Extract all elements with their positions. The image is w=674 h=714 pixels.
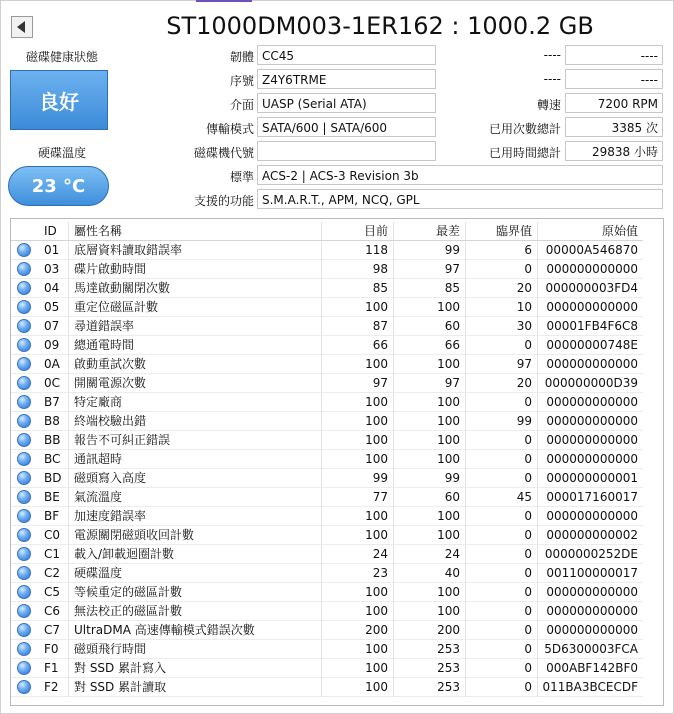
attribute-worst: 100 [394, 412, 466, 431]
features-label: 支援的功能 [193, 194, 254, 208]
status-cell [11, 355, 35, 374]
table-row[interactable] [11, 469, 663, 488]
attribute-current: 100 [322, 659, 394, 678]
status-cell [11, 488, 35, 507]
power-on-hours-label: 已用時間總計 [488, 146, 561, 160]
attribute-raw-value: 000000000000 [538, 450, 643, 469]
table-row[interactable] [11, 545, 663, 564]
attribute-current: 100 [322, 298, 394, 317]
attribute-threshold: 0 [466, 431, 538, 450]
table-row[interactable] [11, 355, 663, 374]
attribute-raw-value: 00000A546870 [538, 241, 643, 260]
status-good-icon [17, 604, 31, 618]
attribute-raw-value: 0000000252DE [538, 545, 643, 564]
unused-label-1: ---- [543, 48, 561, 62]
status-cell [11, 450, 35, 469]
attribute-current: 87 [322, 317, 394, 336]
status-cell [11, 621, 35, 640]
attribute-name: 等候重定的磁區計數 [69, 583, 322, 602]
attribute-id: B8 [35, 412, 69, 431]
attribute-raw-value: 000000000001 [538, 469, 643, 488]
drive-letter-label: 磁碟機代號 [193, 146, 254, 160]
attribute-current: 100 [322, 355, 394, 374]
status-good-icon [17, 262, 31, 276]
attribute-raw-value: 001100000017 [538, 564, 643, 583]
attribute-raw-value: 000000000000 [538, 431, 643, 450]
attribute-name: 對 SSD 累計寫入 [69, 659, 322, 678]
attribute-threshold: 99 [466, 412, 538, 431]
attribute-current: 77 [322, 488, 394, 507]
header-raw-value[interactable]: 原始值 [538, 222, 643, 241]
disk-title: ST1000DM003-1ER162 : 1000.2 GB [166, 12, 594, 40]
attribute-threshold: 0 [466, 450, 538, 469]
table-row[interactable] [11, 526, 663, 545]
attribute-id: F0 [35, 640, 69, 659]
attribute-current: 23 [322, 564, 394, 583]
status-cell [11, 412, 35, 431]
header-status [11, 222, 35, 241]
status-cell [11, 298, 35, 317]
attribute-current: 100 [322, 678, 394, 697]
attribute-worst: 100 [394, 298, 466, 317]
header-attribute-name[interactable]: 屬性名稱 [69, 222, 322, 241]
status-good-icon [17, 395, 31, 409]
attribute-id: 04 [35, 279, 69, 298]
status-good-icon [17, 433, 31, 447]
attribute-threshold: 0 [466, 260, 538, 279]
attribute-worst: 253 [394, 659, 466, 678]
attribute-name: 載入/卸載迴圈計數 [69, 545, 322, 564]
attribute-current: 200 [322, 621, 394, 640]
table-row[interactable] [11, 279, 663, 298]
attribute-current: 100 [322, 431, 394, 450]
attribute-threshold: 10 [466, 298, 538, 317]
active-tab-accent [196, 0, 252, 2]
status-good-icon [17, 623, 31, 637]
attribute-id: C0 [35, 526, 69, 545]
attribute-current: 100 [322, 526, 394, 545]
drive-letter-value [257, 141, 436, 161]
attribute-threshold: 20 [466, 279, 538, 298]
status-good-icon [17, 319, 31, 333]
attribute-current: 99 [322, 469, 394, 488]
rotation-rate-label: 轉速 [536, 98, 561, 112]
status-good-icon [17, 547, 31, 561]
attribute-current: 85 [322, 279, 394, 298]
status-good-icon [17, 243, 31, 257]
status-cell [11, 526, 35, 545]
attribute-current: 118 [322, 241, 394, 260]
attribute-name: 重定位磁區計數 [69, 298, 322, 317]
attribute-raw-value: 000ABF142BF0 [538, 659, 643, 678]
transfer-mode-value: SATA/600 | SATA/600 [257, 117, 436, 137]
attribute-id: C6 [35, 602, 69, 621]
attribute-raw-value: 00001FB4F6C8 [538, 317, 643, 336]
status-good-icon [17, 585, 31, 599]
attribute-threshold: 45 [466, 488, 538, 507]
serial-label: 序號 [229, 74, 254, 88]
attribute-worst: 100 [394, 602, 466, 621]
power-on-count-value: 3385 次 [565, 117, 663, 137]
table-row[interactable] [11, 393, 663, 412]
status-cell [11, 260, 35, 279]
attribute-threshold: 0 [466, 507, 538, 526]
attribute-raw-value: 000017160017 [538, 488, 643, 507]
header-current[interactable]: 目前 [322, 222, 394, 241]
attribute-id: B7 [35, 393, 69, 412]
attribute-id: 05 [35, 298, 69, 317]
attribute-name: UltraDMA 高速傳輸模式錯誤次數 [69, 621, 322, 640]
attribute-id: F1 [35, 659, 69, 678]
attribute-name: 開關電源次數 [69, 374, 322, 393]
status-cell [11, 583, 35, 602]
table-row[interactable] [11, 260, 663, 279]
arrow-left-icon [17, 21, 25, 33]
attribute-current: 100 [322, 412, 394, 431]
attribute-raw-value: 000000000000 [538, 583, 643, 602]
attribute-worst: 100 [394, 393, 466, 412]
status-good-icon [17, 490, 31, 504]
attribute-worst: 200 [394, 621, 466, 640]
attribute-current: 98 [322, 260, 394, 279]
attribute-id: C7 [35, 621, 69, 640]
attribute-threshold: 0 [466, 583, 538, 602]
table-row[interactable] [11, 488, 663, 507]
attribute-threshold: 0 [466, 393, 538, 412]
attribute-raw-value: 000000000000 [538, 507, 643, 526]
attribute-id: C5 [35, 583, 69, 602]
attribute-raw-value: 000000000D39 [538, 374, 643, 393]
health-status-button[interactable]: 良好 [10, 70, 108, 130]
attribute-worst: 40 [394, 564, 466, 583]
attribute-name: 特定廠商 [69, 393, 322, 412]
attribute-threshold: 20 [466, 374, 538, 393]
table-row[interactable] [11, 602, 663, 621]
table-header [11, 222, 663, 241]
attribute-worst: 24 [394, 545, 466, 564]
status-cell [11, 241, 35, 260]
table-row[interactable] [11, 374, 663, 393]
attribute-id: C2 [35, 564, 69, 583]
status-cell [11, 678, 35, 697]
attribute-name: 氣流溫度 [69, 488, 322, 507]
status-good-icon [17, 680, 31, 694]
header-worst[interactable]: 最差 [394, 222, 466, 241]
previous-disk-button[interactable] [11, 16, 33, 38]
attribute-current: 66 [322, 336, 394, 355]
attribute-id: C1 [35, 545, 69, 564]
attribute-worst: 99 [394, 241, 466, 260]
table-row[interactable] [11, 640, 663, 659]
table-row[interactable] [11, 507, 663, 526]
attribute-threshold: 0 [466, 545, 538, 564]
attribute-threshold: 6 [466, 241, 538, 260]
attribute-name: 磁頭飛行時間 [69, 640, 322, 659]
attribute-threshold: 0 [466, 678, 538, 697]
attribute-worst: 253 [394, 640, 466, 659]
attribute-name: 底層資料讀取錯誤率 [69, 241, 322, 260]
serial-value: Z4Y6TRME [257, 69, 436, 89]
attribute-current: 100 [322, 640, 394, 659]
attribute-worst: 60 [394, 488, 466, 507]
attribute-threshold: 0 [466, 640, 538, 659]
table-row[interactable] [11, 241, 663, 260]
attribute-raw-value: 000000000000 [538, 355, 643, 374]
power-on-count-label: 已用次數總計 [488, 122, 561, 136]
attribute-id: F2 [35, 678, 69, 697]
attribute-name: 磁頭寫入高度 [69, 469, 322, 488]
attribute-worst: 253 [394, 678, 466, 697]
status-good-icon [17, 281, 31, 295]
attribute-current: 24 [322, 545, 394, 564]
unused-value-1: ---- [565, 45, 663, 65]
power-on-hours-value: 29838 小時 [565, 141, 663, 161]
attribute-raw-value: 5D6300003FCA [538, 640, 643, 659]
standard-value: ACS-2 | ACS-3 Revision 3b [257, 165, 663, 185]
attribute-id: 03 [35, 260, 69, 279]
interface-value: UASP (Serial ATA) [257, 93, 436, 113]
status-cell [11, 431, 35, 450]
attribute-raw-value: 011BA3BCECDF [538, 678, 643, 697]
status-cell [11, 279, 35, 298]
attribute-worst: 100 [394, 507, 466, 526]
attribute-raw-value: 000000003FD4 [538, 279, 643, 298]
transfer-mode-label: 傳輸模式 [205, 122, 254, 136]
status-good-icon [17, 452, 31, 466]
status-cell [11, 507, 35, 526]
table-row[interactable] [11, 564, 663, 583]
attribute-id: 0A [35, 355, 69, 374]
unused-value-2: ---- [565, 69, 663, 89]
status-cell [11, 602, 35, 621]
status-good-icon [17, 338, 31, 352]
attribute-id: 07 [35, 317, 69, 336]
status-good-icon [17, 528, 31, 542]
attribute-name: 尋道錯誤率 [69, 317, 322, 336]
table-row[interactable] [11, 412, 663, 431]
standard-label: 標準 [229, 170, 254, 184]
table-row[interactable] [11, 583, 663, 602]
status-cell [11, 659, 35, 678]
attribute-id: 01 [35, 241, 69, 260]
attribute-id: BC [35, 450, 69, 469]
attribute-current: 97 [322, 374, 394, 393]
status-cell [11, 469, 35, 488]
status-good-icon [17, 509, 31, 523]
attribute-raw-value: 000000000000 [538, 412, 643, 431]
attribute-id: BD [35, 469, 69, 488]
attribute-threshold: 0 [466, 564, 538, 583]
attribute-current: 100 [322, 507, 394, 526]
attribute-name: 通訊超時 [69, 450, 322, 469]
smart-attributes-table[interactable] [10, 218, 664, 706]
attribute-id: BF [35, 507, 69, 526]
features-value: S.M.A.R.T., APM, NCQ, GPL [257, 189, 663, 209]
firmware-value: CC45 [257, 45, 436, 65]
attribute-worst: 85 [394, 279, 466, 298]
attribute-id: 09 [35, 336, 69, 355]
table-row[interactable] [11, 298, 663, 317]
status-good-icon [17, 661, 31, 675]
attribute-threshold: 0 [466, 336, 538, 355]
status-good-icon [17, 376, 31, 390]
attribute-worst: 66 [394, 336, 466, 355]
attribute-worst: 100 [394, 355, 466, 374]
attribute-threshold: 0 [466, 621, 538, 640]
rotation-rate-value: 7200 RPM [565, 93, 663, 113]
attribute-worst: 99 [394, 469, 466, 488]
attribute-name: 碟片啟動時間 [69, 260, 322, 279]
table-row[interactable] [11, 336, 663, 355]
attribute-current: 100 [322, 583, 394, 602]
table-row[interactable] [11, 659, 663, 678]
status-good-icon [17, 566, 31, 580]
temperature-caption: 硬碟溫度 [37, 146, 86, 160]
attribute-name: 加速度錯誤率 [69, 507, 322, 526]
status-cell [11, 393, 35, 412]
attribute-name: 總通電時間 [69, 336, 322, 355]
attribute-threshold: 0 [466, 526, 538, 545]
table-row[interactable] [11, 621, 663, 640]
attribute-threshold: 0 [466, 659, 538, 678]
status-cell [11, 374, 35, 393]
attribute-raw-value: 000000000000 [538, 393, 643, 412]
status-cell [11, 317, 35, 336]
interface-label: 介面 [229, 98, 254, 112]
status-good-icon [17, 642, 31, 656]
attribute-worst: 97 [394, 260, 466, 279]
firmware-label: 韌體 [229, 50, 254, 64]
attribute-raw-value: 000000000000 [538, 260, 643, 279]
table-row[interactable] [11, 431, 663, 450]
table-row[interactable] [11, 678, 663, 697]
status-good-icon [17, 357, 31, 371]
attribute-name: 終端校驗出錯 [69, 412, 322, 431]
attribute-threshold: 97 [466, 355, 538, 374]
status-cell [11, 564, 35, 583]
status-cell [11, 336, 35, 355]
attribute-name: 電源關閉磁頭收回計數 [69, 526, 322, 545]
attribute-id: 0C [35, 374, 69, 393]
attribute-raw-value: 00000000748E [538, 336, 643, 355]
header-threshold[interactable]: 臨界值 [466, 222, 538, 241]
attribute-worst: 100 [394, 583, 466, 602]
attribute-current: 100 [322, 393, 394, 412]
attribute-name: 無法校正的磁區計數 [69, 602, 322, 621]
attribute-name: 啟動重試次數 [69, 355, 322, 374]
attribute-current: 100 [322, 602, 394, 621]
attribute-name: 硬碟溫度 [69, 564, 322, 583]
unused-label-2: ---- [543, 72, 561, 86]
health-status-caption: 磁碟健康狀態 [25, 50, 98, 64]
status-good-icon [17, 414, 31, 428]
attribute-worst: 100 [394, 431, 466, 450]
status-good-icon [17, 300, 31, 314]
attribute-raw-value: 000000000000 [538, 602, 643, 621]
attribute-worst: 100 [394, 450, 466, 469]
attribute-worst: 100 [394, 526, 466, 545]
table-row[interactable] [11, 450, 663, 469]
attribute-raw-value: 000000000002 [538, 526, 643, 545]
status-good-icon [17, 471, 31, 485]
attribute-raw-value: 000000000000 [538, 621, 643, 640]
attribute-name: 馬達啟動關閉次數 [69, 279, 322, 298]
attribute-worst: 97 [394, 374, 466, 393]
attribute-name: 對 SSD 累計讀取 [69, 678, 322, 697]
status-cell [11, 545, 35, 564]
temperature-button[interactable]: 23 °C [8, 166, 109, 206]
attribute-current: 100 [322, 450, 394, 469]
attribute-id: BB [35, 431, 69, 450]
attribute-raw-value: 000000000000 [538, 298, 643, 317]
attribute-id: BE [35, 488, 69, 507]
attribute-threshold: 30 [466, 317, 538, 336]
tab-indicator [0, 0, 674, 3]
attribute-threshold: 0 [466, 602, 538, 621]
attribute-threshold: 0 [466, 469, 538, 488]
attribute-worst: 60 [394, 317, 466, 336]
header-id[interactable]: ID [35, 222, 69, 241]
attribute-name: 報告不可糾正錯誤 [69, 431, 322, 450]
table-row[interactable] [11, 317, 663, 336]
status-cell [11, 640, 35, 659]
